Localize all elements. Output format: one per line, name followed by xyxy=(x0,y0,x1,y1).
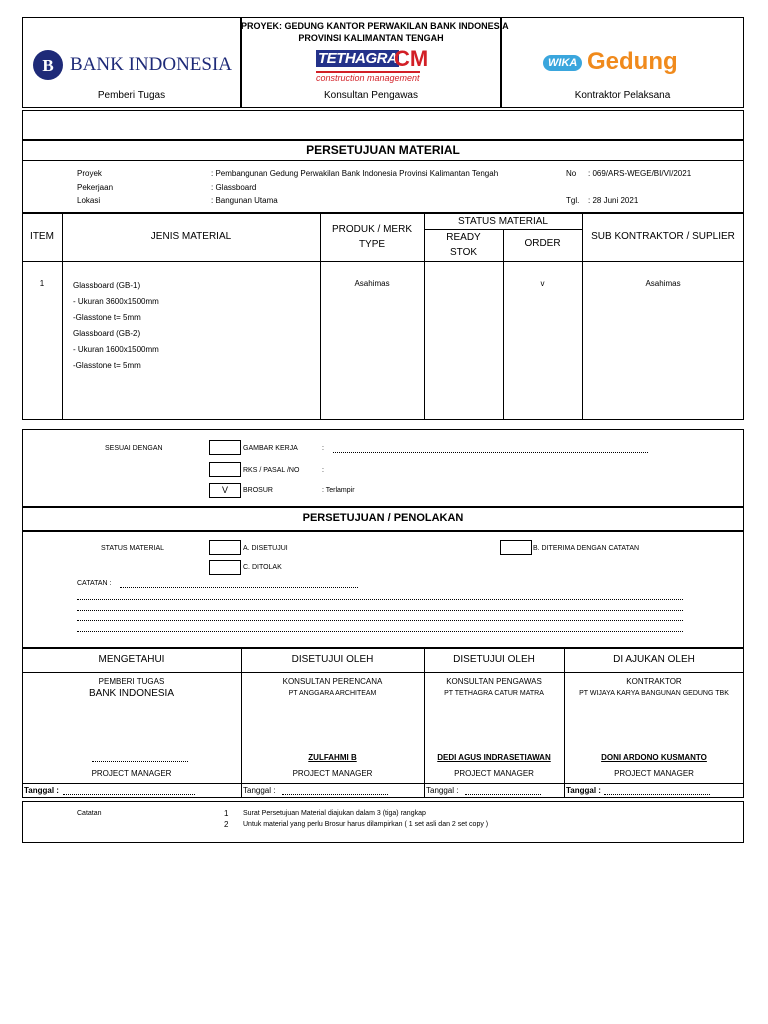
pemberi-tugas-label: Pemberi Tugas xyxy=(97,90,166,101)
sig-tanggal-dots xyxy=(465,794,541,795)
signature-head-line xyxy=(22,672,744,673)
bi-logo-text: BANK INDONESIA xyxy=(70,54,233,75)
tethagra-cm-text: CM xyxy=(394,46,429,71)
sig-org: PT WIJAYA KARYA BANGUNAN GEDUNG TBK xyxy=(579,690,729,697)
project-title-line1: PROYEK: GEDUNG KANTOR PERWAKILAN BANK INDONESIA xyxy=(241,21,509,31)
status-material-label: STATUS MATERIAL xyxy=(101,545,165,552)
footer-note-text: Surat Persetujuan Material diajukan dalam 3 (tiga) rangkap xyxy=(243,810,426,817)
bank-indonesia-logo xyxy=(32,49,237,83)
tgl-value: : 28 Juni 2021 xyxy=(588,196,639,205)
row-item-number: 1 xyxy=(39,279,45,288)
sig-name: DEDI AGUS INDRASETIAWAN xyxy=(437,753,551,762)
col-status-header: STATUS MATERIAL xyxy=(457,216,548,227)
rks-checkbox[interactable] xyxy=(209,462,241,477)
col-ready-header-2: STOK xyxy=(449,247,478,258)
sig-tanggal-dots xyxy=(63,794,195,795)
sig-name: DONI ARDONO KUSMANTO xyxy=(601,753,707,762)
gedung-logo-text: Gedung xyxy=(587,48,678,75)
no-value: : 069/ARS-WEGE/BI/VI/2021 xyxy=(588,169,692,178)
sesuai-section xyxy=(22,429,744,507)
sig-role: KONSULTAN PERENCANA xyxy=(282,677,383,686)
gambar-colon: : xyxy=(322,445,324,452)
sesuai-label: SESUAI DENGAN xyxy=(105,445,163,452)
approval-title: PERSETUJUAN / PENOLAKAN xyxy=(302,512,464,524)
sig-org: PT ANGGARA ARCHITEAM xyxy=(288,690,377,697)
rks-label: RKS / PASAL /NO xyxy=(243,467,300,474)
col-jenis-header: JENIS MATERIAL xyxy=(150,231,232,242)
footer-note-number: 1 xyxy=(224,809,229,818)
bi-emblem-icon xyxy=(32,49,64,81)
lokasi-label: Lokasi xyxy=(77,196,101,205)
col-produk-header-1: PRODUK / MERK xyxy=(331,224,412,235)
disetujui-label: A. DISETUJUI xyxy=(243,545,288,552)
sig-head: DI AJUKAN OLEH xyxy=(613,654,695,665)
catatan-dots xyxy=(77,620,683,621)
col-ready-header-1: READY xyxy=(446,232,481,243)
tethagra-logo xyxy=(316,48,428,86)
col-order-header: ORDER xyxy=(524,238,561,249)
ditolak-label: C. DITOLAK xyxy=(243,564,282,571)
catatan-dots xyxy=(120,587,358,588)
status-subheader-line xyxy=(424,229,582,230)
tgl-label: Tgl. xyxy=(566,196,580,205)
row-material-line: Glassboard (GB-2) xyxy=(73,329,141,338)
brosur-value: : Terlampir xyxy=(322,487,355,494)
sig-tanggal-dots xyxy=(604,794,710,795)
table-header-line xyxy=(22,261,744,262)
sig-position: PROJECT MANAGER xyxy=(454,769,534,778)
tethagra-sub-text: construction management xyxy=(316,73,420,83)
col-produk-header-2: TYPE xyxy=(358,239,386,250)
sig-tanggal-dots xyxy=(282,794,388,795)
ditolak-checkbox[interactable] xyxy=(209,560,241,575)
form-title: PERSETUJUAN MATERIAL xyxy=(306,143,460,157)
gambar-dots xyxy=(333,452,648,453)
sig-tanggal: Tanggal : xyxy=(243,786,276,795)
col-line-1 xyxy=(62,213,63,419)
catatan-dots xyxy=(77,610,683,611)
sig-role: PEMBERI TUGAS xyxy=(98,677,165,686)
project-title-line2: PROVINSI KALIMANTAN TENGAH xyxy=(298,33,444,43)
no-label: No xyxy=(566,169,577,178)
footer-note-text: Untuk material yang perlu Brosur harus dilampirkan ( 1 set asli dan 2 set copy ) xyxy=(243,821,489,828)
sig-role: KONTRAKTOR xyxy=(626,677,682,686)
signature-date-line xyxy=(22,783,744,784)
tethagra-logo-text: TETHAGRA xyxy=(318,50,398,67)
row-produk: Asahimas xyxy=(354,279,390,288)
kontraktor-pelaksana-label: Kontraktor Pelaksana xyxy=(574,90,671,101)
gambar-label: GAMBAR KERJA xyxy=(243,445,298,452)
konsultan-pengawas-label: Konsultan Pengawas xyxy=(324,90,418,101)
sig-tanggal: Tanggal : xyxy=(426,786,459,795)
col-sub-header: SUB KONTRAKTOR / SUPLIER xyxy=(591,231,735,242)
sig-tanggal: Tanggal : xyxy=(566,786,601,795)
proyek-label: Proyek xyxy=(77,169,102,178)
sig-name-line xyxy=(92,761,188,762)
brosur-checkbox[interactable]: V xyxy=(209,483,241,498)
wika-gedung-logo xyxy=(543,50,703,82)
brosur-label: BROSUR xyxy=(243,487,273,494)
row-material-line: - Ukuran 1600x1500mm xyxy=(73,345,159,354)
row-material-line: Glassboard (GB-1) xyxy=(73,281,141,290)
catatan-dots xyxy=(77,631,683,632)
sig-name: ZULFAHMI B xyxy=(308,753,357,762)
sig-tanggal: Tanggal : xyxy=(24,786,59,795)
catatan-label: CATATAN : xyxy=(77,580,112,587)
lokasi-value: : Bangunan Utama xyxy=(211,196,278,205)
svg-text:B: B xyxy=(42,56,54,75)
disetujui-checkbox[interactable] xyxy=(209,540,241,555)
sig-position: PROJECT MANAGER xyxy=(292,769,373,778)
blank-band xyxy=(22,110,744,140)
col-line-5 xyxy=(582,213,583,419)
sig-head: DISETUJUI OLEH xyxy=(453,654,535,665)
pekerjaan-value: : Glassboard xyxy=(211,183,257,192)
footer-catatan-label: Catatan xyxy=(77,810,102,817)
col-line-3 xyxy=(424,213,425,419)
catatan-dots xyxy=(77,599,683,600)
sig-head: MENGETAHUI xyxy=(98,654,165,665)
rks-colon: : xyxy=(322,467,324,474)
row-material-line: - Ukuran 3600x1500mm xyxy=(73,297,159,306)
sig-org: BANK INDONESIA xyxy=(88,688,175,699)
gambar-checkbox[interactable] xyxy=(209,440,241,455)
footer-note-number: 2 xyxy=(224,820,229,829)
diterima-catatan-checkbox[interactable] xyxy=(500,540,532,555)
row-material-line: -Glasstone t= 5mm xyxy=(73,313,141,322)
sig-position: PROJECT MANAGER xyxy=(91,769,172,778)
sig-role: KONSULTAN PENGAWAS xyxy=(446,677,542,686)
sig-position: PROJECT MANAGER xyxy=(614,769,694,778)
row-material-line: -Glasstone t= 5mm xyxy=(73,361,141,370)
title-underline xyxy=(22,160,744,161)
proyek-value: : Pembangunan Gedung Perwakilan Bank Indonesia Provinsi Kalimantan Tengah xyxy=(211,169,499,178)
pekerjaan-label: Pekerjaan xyxy=(77,183,114,192)
sig-org: PT TETHAGRA CATUR MATRA xyxy=(444,690,544,697)
row-sub: Asahimas xyxy=(645,279,681,288)
col-line-4 xyxy=(503,229,504,419)
diterima-catatan-label: B. DITERIMA DENGAN CATATAN xyxy=(533,545,640,552)
row-order-mark: v xyxy=(540,279,545,288)
col-item-header: ITEM xyxy=(30,231,54,242)
sig-head: DISETUJUI OLEH xyxy=(291,654,374,665)
wika-logo-text: WIKA xyxy=(543,55,582,71)
